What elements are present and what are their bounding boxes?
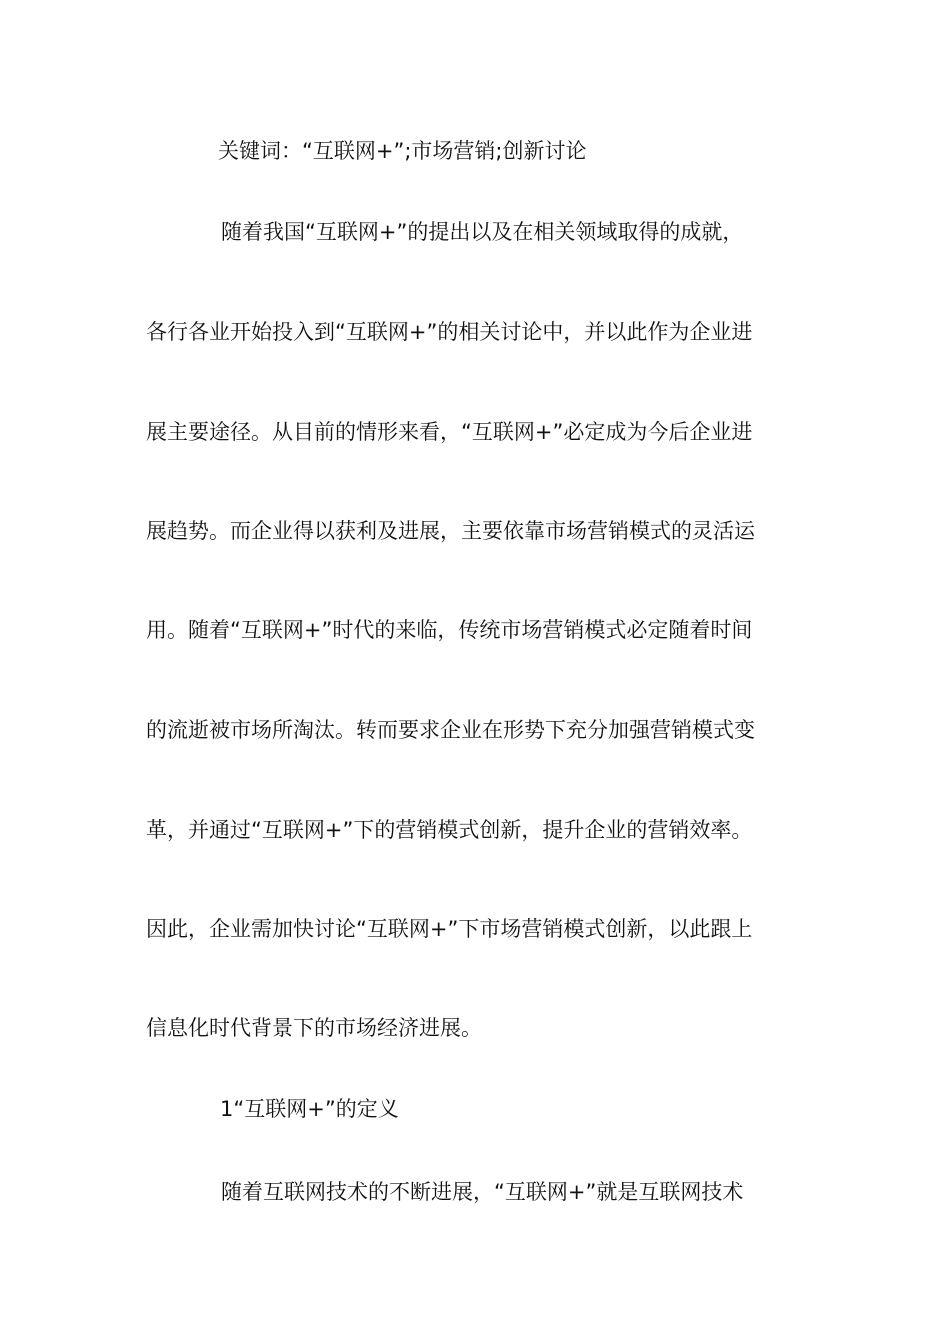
paragraph-line: 展主要途径。从目前的情形来看，“互联网+”必定成为今后企业进 (146, 420, 753, 444)
paragraph-line: 展趋势。而企业得以获利及进展，主要依靠市场营销模式的灵活运 (146, 519, 755, 543)
paragraph-line: 因此，企业需加快讨论“互联网+”下市场营销模式创新，以此跟上 (146, 917, 753, 941)
paragraph-line: 革，并通过“互联网+”下的营销模式创新，提升企业的营销效率。 (146, 818, 753, 842)
paragraph-line: 随着互联网技术的不断进展，“互联网+”就是互联网技术 (221, 1180, 744, 1204)
paragraph-line: 各行各业开始投入到“互联网+”的相关讨论中，并以此作为企业进 (146, 320, 753, 344)
keywords-line: 关键词：“互联网+”;市场营销;创新讨论 (218, 139, 587, 163)
paragraph-line: 随着我国“互联网+”的提出以及在相关领域取得的成就， (221, 220, 744, 244)
paragraph-line: 的流逝被市场所淘汰。转而要求企业在形势下充分加强营销模式变 (146, 718, 755, 742)
paragraph-line: 用。随着“互联网+”时代的来临，传统市场营销模式必定随着时间 (146, 618, 753, 642)
paragraph-line: 信息化时代背景下的市场经济进展。 (146, 1016, 482, 1040)
section-heading: 1“互联网+”的定义 (220, 1097, 399, 1121)
